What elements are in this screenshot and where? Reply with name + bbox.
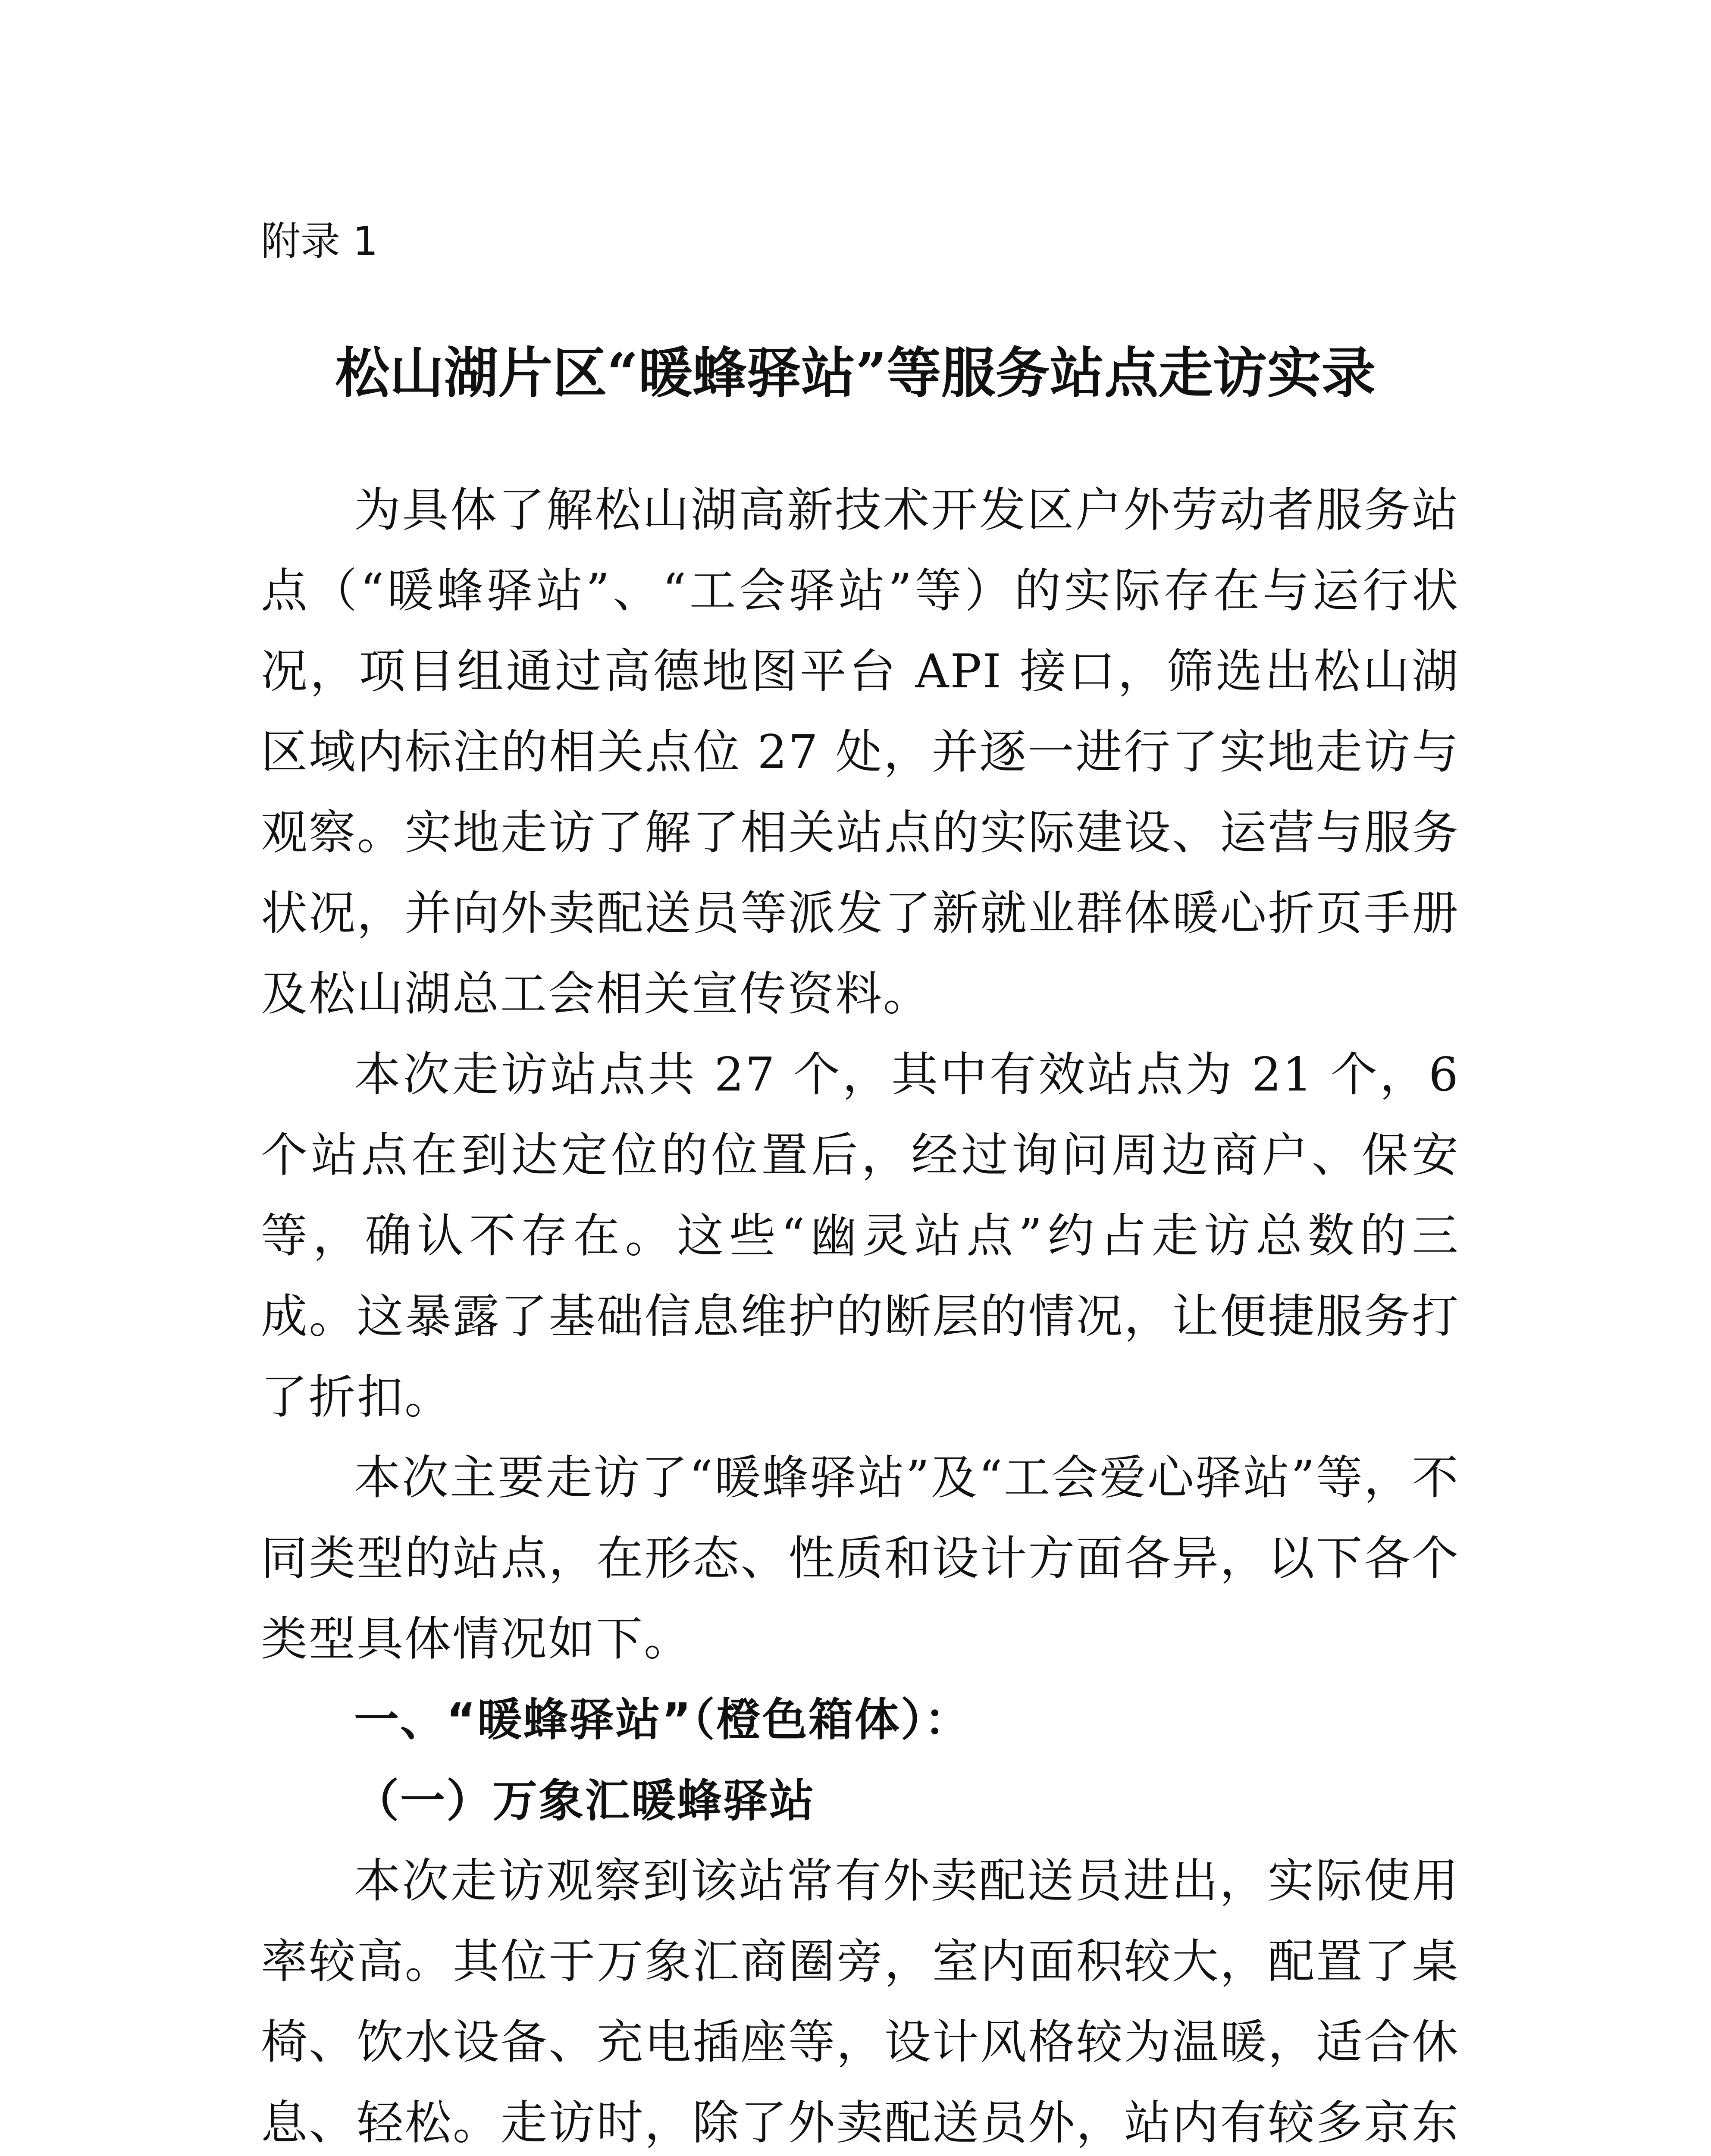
document-body	[261, 470, 1460, 2156]
document-title: 松山湖片区“暖蜂驿站”等服务站点走访实录	[335, 341, 1376, 405]
appendix-label: 附录 1	[261, 218, 378, 264]
subsection-heading: （一）万象汇暖蜂驿站	[354, 1774, 816, 1827]
paragraph-visit-summary: 本次走访站点共 27 个，其中有效站点为 21 个，6 个站点在到达定位的位置后，经过询问周边商户、保安等，确认不存在。这些“幽灵站点”约占走访总数的三成。这暴露了基础信息维护的断层的情况，让便捷服务打了折扣。	[261, 1048, 1460, 1424]
section-heading: 一、“暖蜂驿站”（橙色箱体）：	[354, 1693, 971, 1746]
paragraph-wanxianghui: 本次走访观察到该站常有外卖配送员进出，实际使用率较高。其位于万象汇商圈旁，室内面积较大，配置了桌椅、饮水设备、充电插座等，设计风格较为温暖，适合休息、轻松。走访时，除了外卖配送员外，站内有较多京东	[261, 1854, 1460, 2150]
paragraph-station-types: 本次主要走访了“暖蜂驿站”及“工会爱心驿站”等，不同类型的站点，在形态、性质和设计方面各异，以下各个类型具体情况如下。	[261, 1451, 1460, 1666]
paragraph-intro: 为具体了解松山湖高新技术开发区户外劳动者服务站点（“暖蜂驿站”、“工会驿站”等）的实际存在与运行状况，项目组通过高德地图平台 API 接口，筛选出松山湖区域内标注的相关点位 27 处，并逐一进行了实地走访与观察。实地走访了解了相关站点的实际建设、运营与服务状况，并向外卖配送员等派发了新就业群体暖心折页手册及松山湖总工会相关宣传资料。	[261, 483, 1460, 1021]
